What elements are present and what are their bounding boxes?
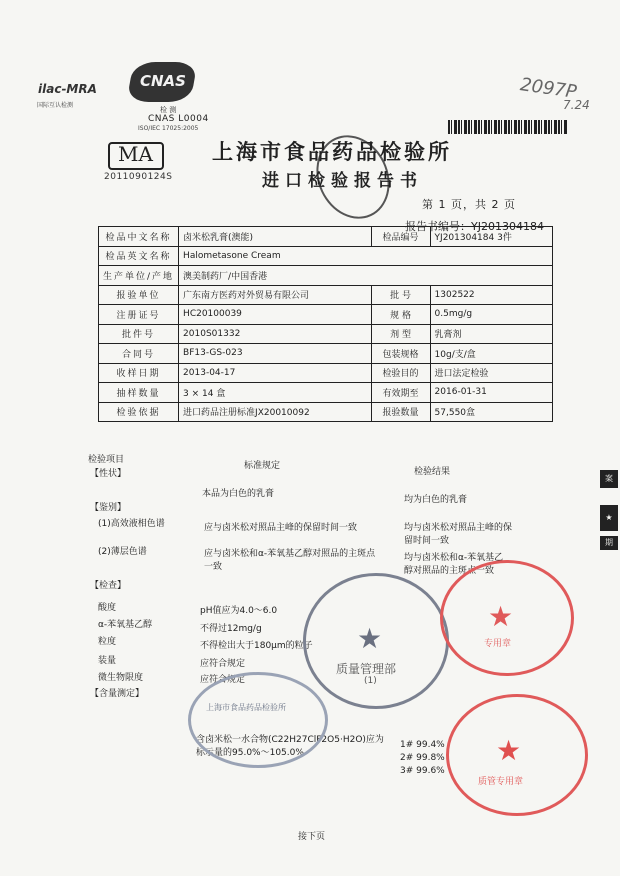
tlc-standard: 应与卤米松和α-苯氧基乙醇对照品的主斑点一致 bbox=[204, 549, 376, 572]
label-cell: 合同号 bbox=[99, 344, 179, 364]
ma-logo-text: MA bbox=[118, 142, 153, 166]
assay-title: 【含量测定】 bbox=[90, 689, 145, 699]
assay-standard: 含卤米松一水合物(C22H27ClF2O5·H2O)应为标示量的95.0%～105.0% bbox=[196, 735, 384, 758]
ilac-sub-text: 国际互认检测 bbox=[37, 102, 74, 109]
table-row bbox=[99, 363, 553, 383]
value-cell: 广东南方医药对外贸易有限公司 bbox=[179, 285, 372, 305]
label-cell: 检品编号 bbox=[371, 227, 430, 247]
label-cell: 检品中文名称 bbox=[99, 227, 179, 247]
value-cell: HC20100039 bbox=[179, 305, 372, 325]
granularity-standard: 不得检出大于180μm的粒子 bbox=[200, 641, 313, 651]
label-cell: 有效期至 bbox=[371, 383, 430, 403]
label-cell: 批件号 bbox=[99, 324, 179, 344]
value-cell: 卤米松乳膏(澳能) bbox=[179, 227, 372, 247]
star-icon: ★ bbox=[357, 622, 383, 655]
label-cell: 规 格 bbox=[371, 305, 430, 325]
value-cell: 进口药品注册标准JX20010092 bbox=[179, 402, 372, 422]
value-cell: BF13-GS-023 bbox=[179, 344, 372, 364]
label-cell: 检验目的 bbox=[371, 363, 430, 383]
star-icon: ★ bbox=[488, 600, 514, 633]
value-cell: 2010S01332 bbox=[179, 324, 372, 344]
assay-result-3: 3# 99.6% bbox=[400, 766, 445, 776]
value-cell: Halometasone Cream bbox=[179, 246, 553, 266]
barcode-icon bbox=[448, 120, 568, 134]
phenoxy-item: α-苯氧基乙醇 bbox=[98, 620, 153, 630]
report-number: 报告书编号：YJ201304184 bbox=[405, 220, 544, 233]
star-icon: ★ bbox=[496, 734, 522, 767]
table-row bbox=[99, 383, 553, 403]
properties-standard: 本品为白色的乳膏 bbox=[202, 489, 275, 499]
tlc-result: 均与卤米松和α-苯氧基乙醇对照品的主斑点一致 bbox=[404, 553, 504, 576]
cnas-label: 检 测 bbox=[160, 106, 177, 114]
table-row bbox=[99, 402, 553, 422]
hplc-standard: 应与卤米松对照品主峰的保留时间一致 bbox=[204, 523, 358, 533]
hplc-item: (1)高效液相色谱 bbox=[98, 519, 165, 529]
assay-result-1: 1# 99.4% bbox=[400, 740, 445, 750]
institute-title: 上海市食品药品检验所 bbox=[212, 139, 452, 164]
stamp-red-upper-text: 专用章 bbox=[484, 639, 512, 649]
microbe-standard: 应符合规定 bbox=[200, 675, 246, 685]
value-cell: 乳膏剂 bbox=[430, 324, 552, 344]
loading-standard: 应符合规定 bbox=[200, 659, 246, 669]
label-cell: 包装规格 bbox=[371, 344, 430, 364]
label-cell: 生产单位/产地 bbox=[99, 266, 179, 286]
report-title: 进口检验报告书 bbox=[262, 171, 423, 191]
value-cell: 澳美制药厂/中国香港 bbox=[179, 266, 553, 286]
table-row bbox=[99, 266, 553, 286]
handwritten-date: 7.24 bbox=[563, 98, 590, 112]
stamp-left-text: 上海市食品药品检验所 bbox=[206, 703, 286, 712]
value-cell: 进口法定检验 bbox=[430, 363, 552, 383]
page-info: 第 1 页，共 2 页 bbox=[422, 198, 516, 211]
info-table bbox=[98, 226, 553, 422]
microbe-item: 微生物限度 bbox=[98, 673, 144, 683]
col-item-header: 检验项目 bbox=[88, 455, 125, 465]
table-row bbox=[99, 285, 553, 305]
handwritten-code: 2097P bbox=[518, 74, 578, 103]
value-cell: 2013-04-17 bbox=[179, 363, 372, 383]
side-mark-1: 案 bbox=[600, 470, 618, 488]
table-row bbox=[99, 305, 553, 325]
acidity-standard: pH值应为4.0～6.0 bbox=[200, 606, 278, 616]
label-cell: 剂 型 bbox=[371, 324, 430, 344]
stamp-mid-num: (1) bbox=[364, 676, 377, 686]
loading-item: 装量 bbox=[98, 656, 117, 666]
label-cell: 检品英文名称 bbox=[99, 246, 179, 266]
cnas-number: CNAS L0004 bbox=[148, 114, 209, 124]
value-cell: 0.5mg/g bbox=[430, 305, 552, 325]
phenoxy-standard: 不得过12mg/g bbox=[200, 624, 262, 634]
acidity-item: 酸度 bbox=[98, 603, 117, 613]
table-row bbox=[99, 344, 553, 364]
table-row bbox=[99, 227, 553, 247]
stamp-red-lower-text: 质管专用章 bbox=[478, 777, 524, 787]
hplc-result: 均与卤米松对照品主峰的保留时间一致 bbox=[404, 523, 513, 546]
col-standard-header: 标准规定 bbox=[244, 461, 281, 471]
properties-title: 【性状】 bbox=[90, 469, 127, 479]
granularity-item: 粒度 bbox=[98, 637, 117, 647]
side-mark-2: 期 bbox=[600, 536, 618, 550]
value-cell: 2016-01-31 bbox=[430, 383, 552, 403]
label-cell: 抽样数量 bbox=[99, 383, 179, 403]
value-cell: 57,550盒 bbox=[430, 402, 552, 422]
ilac-mra-text: ilac-MRA bbox=[38, 82, 97, 96]
value-cell: 3 × 14 盒 bbox=[179, 383, 372, 403]
value-cell: 1302522 bbox=[430, 285, 552, 305]
label-cell: 收样日期 bbox=[99, 363, 179, 383]
footer-continue: 接下页 bbox=[298, 832, 326, 842]
label-cell: 注册证号 bbox=[99, 305, 179, 325]
ma-number: 2011090124S bbox=[104, 172, 173, 182]
tlc-item: (2)薄层色谱 bbox=[98, 547, 147, 557]
assay-result-2: 2# 99.8% bbox=[400, 753, 445, 763]
table-row bbox=[99, 246, 553, 266]
col-result-header: 检验结果 bbox=[414, 467, 451, 477]
value-cell: YJ201304184 3件 bbox=[430, 227, 552, 247]
value-cell: 10g/支/盒 bbox=[430, 344, 552, 364]
check-title: 【检查】 bbox=[90, 581, 127, 591]
stamp-left-icon bbox=[188, 672, 328, 768]
table-row bbox=[99, 324, 553, 344]
cnas-logo-text: CNAS bbox=[140, 72, 186, 90]
identify-title: 【鉴别】 bbox=[90, 503, 127, 513]
label-cell: 批 号 bbox=[371, 285, 430, 305]
label-cell: 检验依据 bbox=[99, 402, 179, 422]
side-mark-star-icon: ★ bbox=[600, 505, 618, 531]
properties-result: 均为白色的乳膏 bbox=[404, 495, 468, 505]
label-cell: 报验数量 bbox=[371, 402, 430, 422]
stamp-mid-text: 质量管理部 bbox=[336, 662, 397, 676]
cnas-iso: ISO/IEC 17025:2005 bbox=[138, 125, 199, 132]
label-cell: 报验单位 bbox=[99, 285, 179, 305]
